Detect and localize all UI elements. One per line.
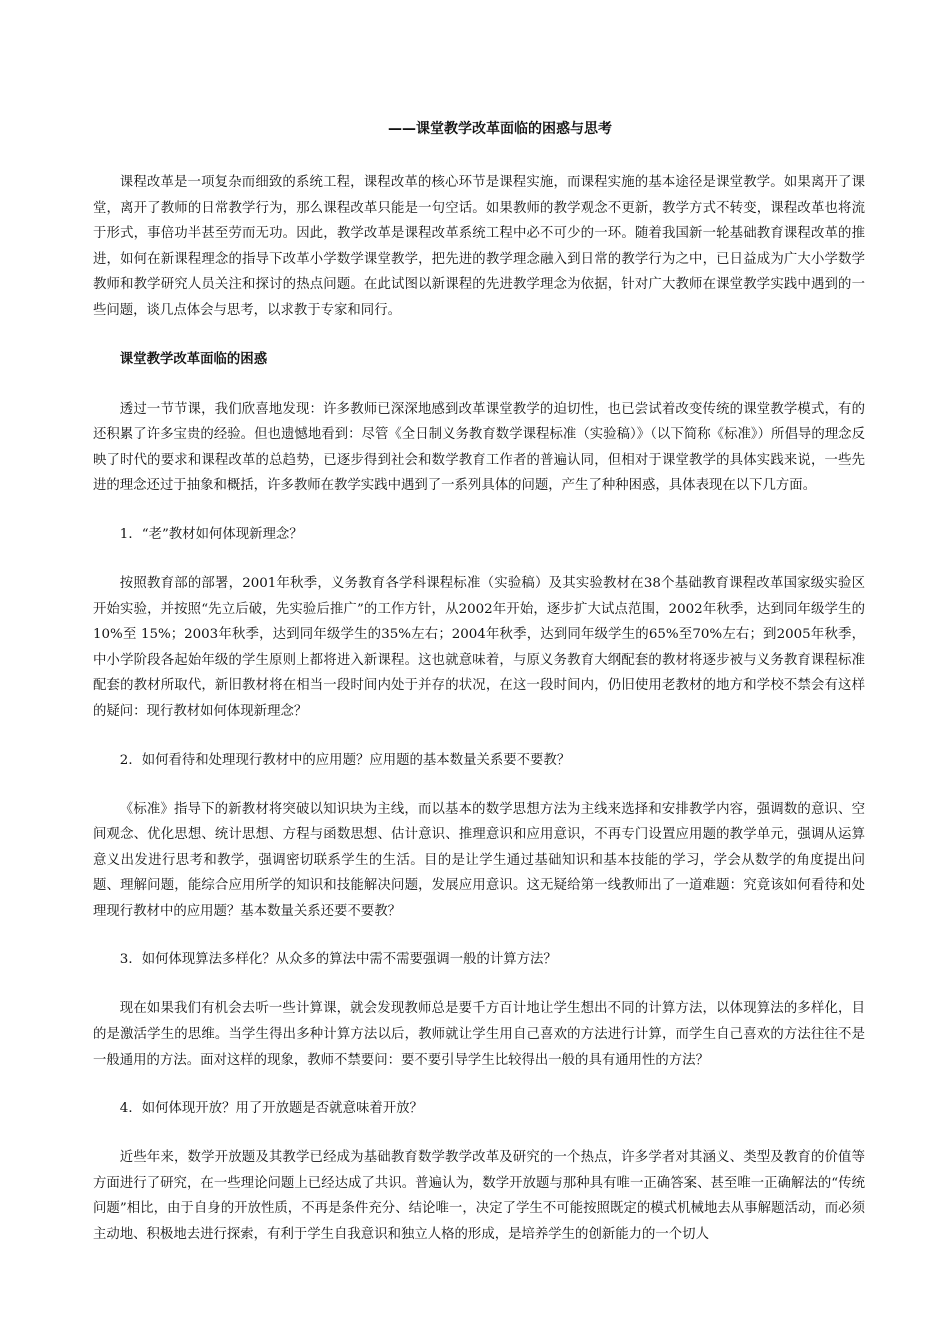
question-2-paragraph: 《标准》指导下的新教材将突破以知识块为主线，而以基本的数学思想方法为主线来选择和安排教学内容，强调数的意识、空间观念、优化思想、统计思想、方程与函数思想、估计意识、推理意识和应用意识，不再专门设置应用题的教学单元，强调从运算意义出发进行思考和教学，强调密切联系学生的生活。目的是让学生通过基础知识和基本技能的学习，学会从数学的角度提出问题、理解问题，能综合应用所学的知识和技能解决问题，发展应用意识。这无疑给第一线教师出了一道难题：究竟该如何看待和处理现行教材中的应用题？基本数量关系还要不要教？ (93, 801, 865, 919)
question-3-paragraph: 现在如果我们有机会去听一些计算课，就会发现教师总是要千方百计地让学生想出不同的计算方法，以体现算法的多样化，目的是激活学生的思维。当学生得出多种计算方法以后，教师就让学生用自己喜欢的方法进行计算，而学生自己喜欢的方法往往不是一般通用的方法。面对这样的现象，教师不禁要问：要不要引导学生比较得出一般的具有通用性的方法？ (93, 1001, 865, 1068)
question-1-paragraph: 按照教育部的部署，2001年秋季，义务教育各学科课程标准（实验稿）及其实验教材在38个基础教育课程改革国家级实验区开始实验，并按照“先立后破，先实验后推广”的工作方针，从2002年开始，逐步扩大试点范围，2002年秋季，达到同年级学生的10%至 15%；2003年秋季，达到同年级学生的35%左右；2004年秋季，达到同年级学生的65%至70%左右；到2005年秋季，中小学阶段各起始年级的学生原则上都将进入新课程。这也就意味着，与原义务教育大纲配套的教材将逐步被与义务教育课程标准配套的教材所取代，新旧教材将在相当一段时间内处于并存的状况，在这一段时间内，仍旧使用老教材的地方和学校不禁会有这样的疑问：现行教材如何体现新理念？ (93, 575, 865, 719)
document-page (93, 118, 865, 1272)
question-3-heading: 3．如何体现算法多样化？从众多的算法中需不需要强调一般的计算方法？ (119, 952, 557, 968)
document-subtitle: ——课堂教学改革面临的困惑与思考 (388, 121, 612, 137)
section-intro-paragraph: 透过一节节课，我们欣喜地发现：许多教师已深深地感到改革课堂教学的迫切性，也已尝试着改变传统的课堂教学模式，有的还积累了许多宝贵的经验。但也遗憾地看到：尽管《全日制义务教育数学课程标准（实验稿）》（以下简称《标准》）所倡导的理念反映了时代的要求和课程改革的总趋势，已逐步得到社会和数学教育工作者的普遍认同，但相对于课堂教学的具体实践来说，一些先进的理念还过于抽象和概括，许多教师在教学实践中遇到了一系列具体的问题，产生了种种困惑，具体表现在以下几方面。 (93, 401, 865, 494)
intro-paragraph: 课程改革是一项复杂而细致的系统工程，课程改革的核心环节是课程实施，而课程实施的基本途径是课堂教学。如果离开了课堂，离开了教师的日常教学行为，那么课程改革只能是一句空话。如果教师的教学观念不更新，教学方式不转变，课程改革也将流于形式，事倍功半甚至劳而无功。因此，教学改革是课程改革系统工程中必不可少的一环。随着我国新一轮基础教育课程改革的推进，如何在新课程理念的指导下改革小学数学课堂教学，把先进的教学理念融入到日常的教学行为之中，已日益成为广大小学数学教师和教学研究人员关注和探讨的热点问题。在此试图以新课程的先进教学理念为依据，针对广大教师在课堂教学实践中遇到的一些问题，谈几点体会与思考，以求教于专家和同行。 (93, 175, 865, 318)
section-heading: 课堂教学改革面临的困惑 (119, 351, 268, 367)
question-4-heading: 4．如何体现开放？用了开放题是否就意味着开放？ (119, 1101, 423, 1117)
question-2-heading: 2．如何看待和处理现行教材中的应用题？应用题的基本数量关系要不要教？ (119, 752, 571, 768)
question-4-paragraph: 近些年来，数学开放题及其教学已经成为基础教育数学教学改革及研究的一个热点，许多学者对其涵义、类型及教育的价值等方面进行了研究，在一些理论问题上已经达成了共识。普遍认为，数学开放题与那种具有唯一正确答案、甚至唯一正确解法的“传统问题”相比，由于自身的开放性质，不再是条件充分、结论唯一，决定了学生不可能按照既定的模式机械地去从事解题活动，而必须主动地、积极地去进行探索，有利于学生自我意识和独立人格的形成，是培养学生的创新能力的一个切人 (93, 1150, 865, 1243)
question-1-heading: 1．“老”教材如何体现新理念？ (119, 526, 303, 542)
